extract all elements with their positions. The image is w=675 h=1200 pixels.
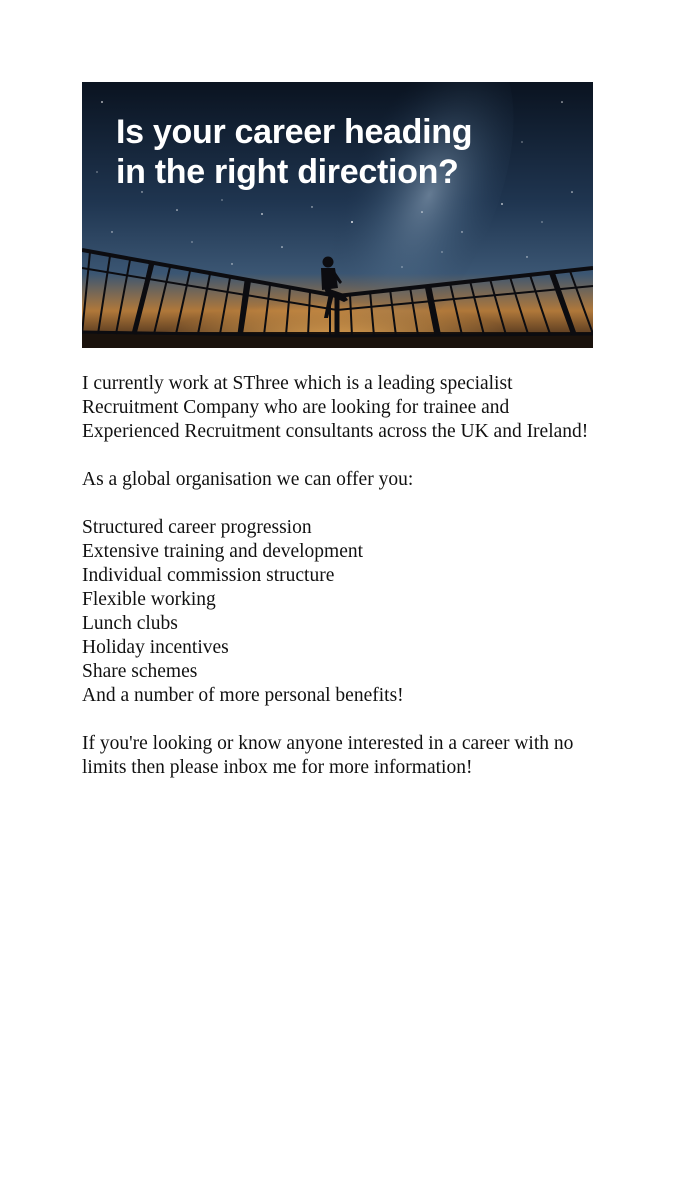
benefit-item: Structured career progression [82, 517, 312, 538]
banner-headline-line-2: in the right direction? [116, 153, 459, 191]
benefit-item: Flexible working [82, 589, 216, 610]
banner-headline [116, 112, 472, 192]
benefit-item: Extensive training and development [82, 541, 364, 562]
post-body [82, 372, 602, 804]
benefit-item: Lunch clubs [82, 613, 178, 634]
benefit-item: Share schemes [82, 661, 198, 682]
banner-headline-line-1: Is your career heading [116, 113, 473, 151]
offer-heading: As a global organisation we can offer you: [82, 469, 414, 490]
benefit-item: Individual commission structure [82, 565, 335, 586]
benefits-list [82, 516, 602, 708]
benefit-item: Holiday incentives [82, 637, 229, 658]
intro-paragraph: I currently work at SThree which is a leading specialist Recruitment Company who are looking for trainee and Experienced Recruitment consultants across the UK and Ireland! [82, 373, 589, 442]
closing-paragraph: If you're looking or know anyone interested in a career with no limits then please inbox me for more information! [82, 733, 574, 778]
career-banner-image [82, 82, 593, 348]
benefit-item: And a number of more personal benefits! [82, 685, 404, 706]
